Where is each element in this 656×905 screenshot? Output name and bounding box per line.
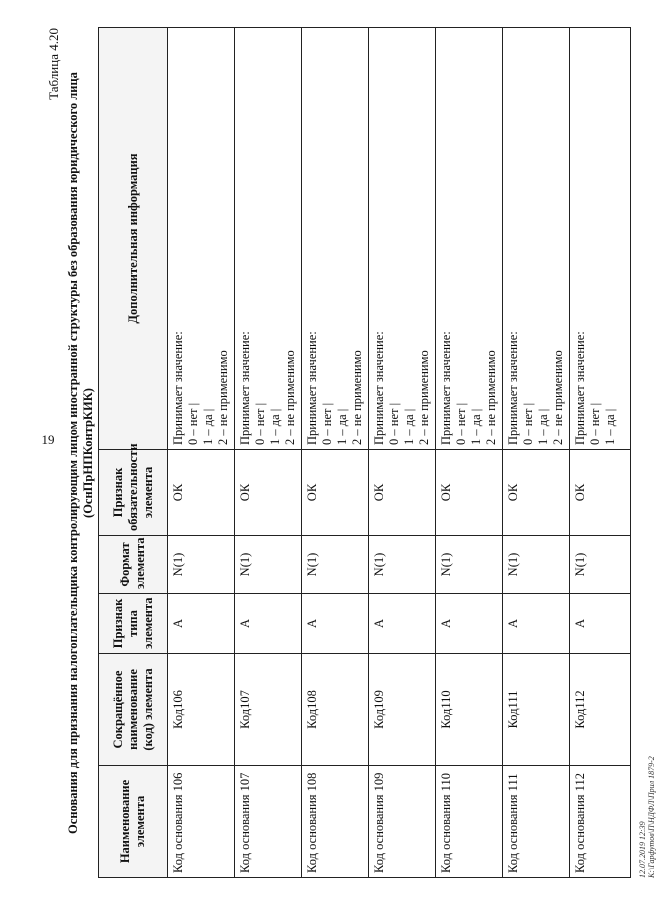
- info-line: 1 – да |: [335, 408, 349, 445]
- cell-short: Код107: [235, 654, 302, 766]
- cell-short: Код106: [168, 654, 235, 766]
- file-stamp-path: К:\Гарфутов\П\НДФЛ\Прил 1879-2: [647, 756, 656, 878]
- cell-name: Код основания 112: [570, 766, 631, 878]
- info-line: 2 – не применимо: [350, 350, 364, 445]
- cell-short: Код109: [369, 654, 436, 766]
- cell-name: Код основания 106: [168, 766, 235, 878]
- info-line: 2 – не применимо: [417, 350, 431, 445]
- cell-type: А: [235, 594, 302, 654]
- cell-info: [235, 28, 302, 450]
- info-line: 1 – да |: [536, 408, 550, 445]
- cell-info: [369, 28, 436, 450]
- table-row: [168, 28, 235, 878]
- header-info: Дополнительная информация: [99, 28, 168, 450]
- cell-format: N(1): [168, 536, 235, 594]
- info-line: Принимает значение:: [305, 331, 319, 445]
- cell-format: N(1): [235, 536, 302, 594]
- cell-info: [570, 28, 631, 450]
- info-line: 0 – нет |: [387, 402, 401, 445]
- info-line: 1 – да |: [469, 408, 483, 445]
- cell-required: ОК: [436, 450, 503, 536]
- cell-name: Код основания 109: [369, 766, 436, 878]
- cell-format: N(1): [302, 536, 369, 594]
- info-line: 2 – не применимо: [551, 350, 565, 445]
- header-short: Сокращённое наименование (код) элемента: [99, 654, 168, 766]
- info-line: 2 – не применимо: [283, 350, 297, 445]
- info-line: 1 – да |: [603, 408, 617, 445]
- cell-type: А: [302, 594, 369, 654]
- info-line: 2 – не применимо: [484, 350, 498, 445]
- cell-required: ОК: [369, 450, 436, 536]
- cell-type: А: [570, 594, 631, 654]
- header-format: Формат элемента: [99, 536, 168, 594]
- cell-name: Код основания 110: [436, 766, 503, 878]
- cell-required: ОК: [168, 450, 235, 536]
- cell-format: N(1): [369, 536, 436, 594]
- info-line: Принимает значение:: [573, 331, 587, 445]
- info-line: 1 – да |: [268, 408, 282, 445]
- cell-info: [302, 28, 369, 450]
- table-row: [503, 28, 570, 878]
- info-line: 0 – нет |: [186, 402, 200, 445]
- header-name: Наименование элемента: [99, 766, 168, 878]
- info-line: 0 – нет |: [454, 402, 468, 445]
- cell-type: А: [369, 594, 436, 654]
- cell-info: [168, 28, 235, 450]
- info-line: Принимает значение:: [439, 331, 453, 445]
- header-type: Признак типа элемента: [99, 594, 168, 654]
- title-line-2: (ОснПрНПКонтрКИК): [81, 388, 95, 518]
- cell-name: Код основания 107: [235, 766, 302, 878]
- cell-type: А: [503, 594, 570, 654]
- cell-info: [436, 28, 503, 450]
- file-stamp-date: 12.07.2019 12:39: [638, 821, 647, 878]
- info-line: 1 – да |: [402, 408, 416, 445]
- data-table: [98, 27, 631, 878]
- cell-short: Код112: [570, 654, 631, 766]
- table-row: [436, 28, 503, 878]
- table-row: [570, 28, 631, 878]
- cell-short: Код108: [302, 654, 369, 766]
- cell-required: ОК: [302, 450, 369, 536]
- cell-info: [503, 28, 570, 450]
- info-line: Принимает значение:: [372, 331, 386, 445]
- info-line: 0 – нет |: [588, 402, 602, 445]
- cell-required: ОК: [503, 450, 570, 536]
- info-line: Принимает значение:: [171, 331, 185, 445]
- info-line: Принимает значение:: [238, 331, 252, 445]
- table-row: [235, 28, 302, 878]
- cell-required: ОК: [235, 450, 302, 536]
- cell-name: Код основания 111: [503, 766, 570, 878]
- table-row: [302, 28, 369, 878]
- info-line: 2 – не применимо: [216, 350, 230, 445]
- info-line: 0 – нет |: [253, 402, 267, 445]
- cell-short: Код111: [503, 654, 570, 766]
- title-line-1: Основания для признания налогоплательщика контролирующим лицом иностранной структуры без образования юридического лица: [66, 72, 80, 834]
- cell-format: N(1): [503, 536, 570, 594]
- cell-required: ОК: [570, 450, 631, 536]
- header-required: Признак обязательности элемента: [99, 450, 168, 536]
- file-stamp: [638, 756, 656, 878]
- rotated-page: [46, 28, 656, 878]
- info-line: Принимает значение:: [506, 331, 520, 445]
- cell-type: А: [168, 594, 235, 654]
- cell-type: А: [436, 594, 503, 654]
- page-number: 19: [41, 432, 55, 447]
- info-line: 1 – да |: [201, 408, 215, 445]
- header-row: [99, 28, 168, 878]
- cell-format: N(1): [570, 536, 631, 594]
- table-title: [66, 28, 96, 878]
- info-line: 0 – нет |: [320, 402, 334, 445]
- table-row: [369, 28, 436, 878]
- cell-name: Код основания 108: [302, 766, 369, 878]
- table-caption: Таблица 4.20: [46, 28, 61, 100]
- info-line: 0 – нет |: [521, 402, 535, 445]
- cell-short: Код110: [436, 654, 503, 766]
- cell-format: N(1): [436, 536, 503, 594]
